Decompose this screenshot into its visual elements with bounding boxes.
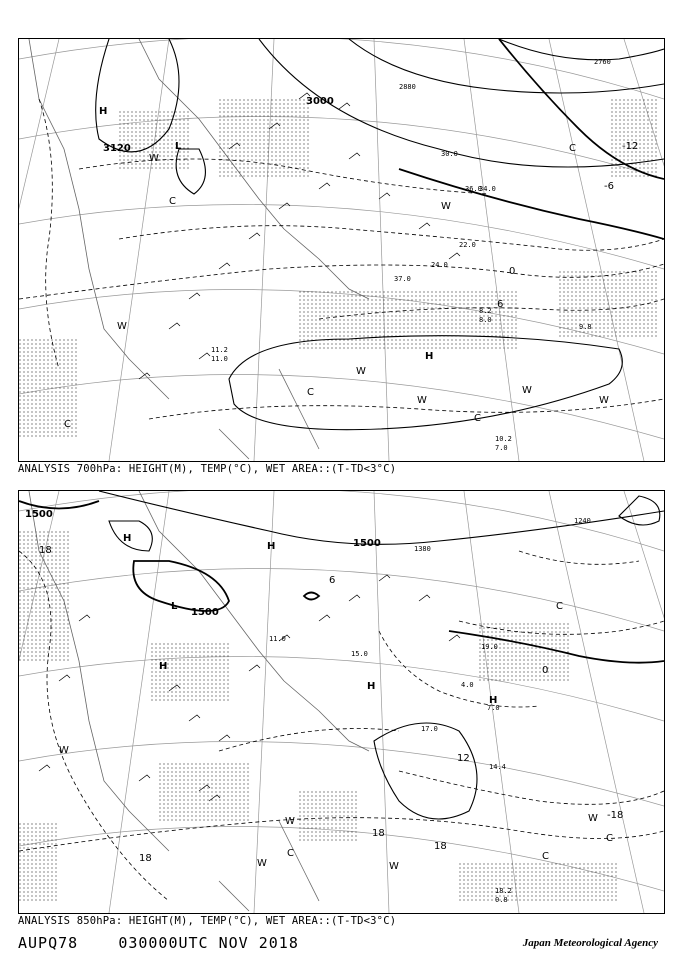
high-pressure-center: H [159,661,168,672]
station-value: 11.0 [211,355,228,363]
station-value: 9.8 [579,323,592,331]
chart-code: AUPQ78 [18,934,79,952]
height-label: 1500 [191,607,219,618]
station-value: 36.0 [465,185,482,193]
station-value: 0.8 [495,896,508,904]
height-label: 2880 [399,83,416,91]
high-pressure-center: H [425,351,434,362]
thermal-mark: C [64,419,71,430]
thermal-mark: C [542,851,549,862]
map-850hpa-svg [19,491,664,913]
wet-area-stipple [19,531,619,901]
agency-name: Japan Meteorological Agency [522,937,658,949]
station-value: 22.0 [459,241,476,249]
height-label: 3120 [103,143,131,154]
station-value: 15.0 [351,650,368,658]
high-pressure-center: H [123,533,132,544]
thermal-mark: W [257,858,267,869]
thermal-mark: C [474,413,481,424]
thermal-mark: W [149,153,159,164]
thermal-mark: C [287,848,294,859]
high-pressure-center: H [489,695,498,706]
map-panel-700hpa [18,38,665,462]
station-value: 30.0 [441,150,458,158]
thermal-mark: C [606,833,613,844]
station-value: 7.0 [495,444,508,452]
high-pressure-center: H [367,681,376,692]
height-label: 1380 [414,545,431,553]
temperature-label: 18 [434,841,447,852]
thermal-mark: W [59,745,69,756]
thermal-mark: W [389,861,399,872]
temperature-label: 18 [39,545,52,556]
station-value: 37.0 [394,275,411,283]
thermal-mark: W [417,395,427,406]
map-700hpa-svg [19,39,664,461]
graticule-parallels [19,39,664,439]
thermal-mark: C [556,601,563,612]
thermal-mark: W [522,385,532,396]
high-pressure-center: H [99,106,108,117]
height-label: 1500 [353,538,381,549]
temperature-label: 0 [509,266,516,277]
thermal-mark: W [356,366,366,377]
temperature-label: 6 [329,575,336,586]
station-value: 14.4 [489,763,506,771]
thermal-mark: W [285,816,295,827]
thermal-mark: W [117,321,127,332]
thermal-mark: C [169,196,176,207]
height-label: 3000 [306,96,334,107]
station-value: 11.2 [211,346,228,354]
height-label: 1240 [574,517,591,525]
thermal-mark: W [588,813,598,824]
temperature-label: 18 [139,853,152,864]
height-label: 1500 [25,509,53,520]
station-value: 17.0 [421,725,438,733]
temperature-label: 0 [542,665,549,676]
chart-code-and-datetime [18,934,299,952]
map-panel-850hpa [18,490,665,914]
temperature-label: -6 [604,181,614,192]
thermal-mark: C [569,143,576,154]
station-value: 11.0 [269,635,286,643]
caption-850hpa: ANALYSIS 850hPa: HEIGHT(M), TEMP(°C), WET AREA::(T-TD<3°C) [18,915,397,927]
thermal-mark: C [307,387,314,398]
caption-700hpa: ANALYSIS 700hPa: HEIGHT(M), TEMP(°C), WET AREA::(T-TD<3°C) [18,463,397,475]
temperature-label: 18 [372,828,385,839]
station-value: 7.0 [487,704,500,712]
station-value: 8.0 [479,316,492,324]
low-pressure-center: L [171,601,178,612]
temperature-contours [19,551,664,901]
height-label: 2760 [594,58,611,66]
station-value: 8.2 [479,307,492,315]
station-value: 24.0 [431,261,448,269]
station-value: 18.2 [495,887,512,895]
station-value: 4.0 [461,681,474,689]
height-contours [96,39,664,430]
thermal-mark: W [599,395,609,406]
wind-barbs [39,575,460,801]
graticule-meridians [19,491,664,913]
temperature-label: -12 [622,141,639,152]
low-pressure-center: L [175,141,182,152]
station-value: 34.0 [479,185,496,193]
high-pressure-center: H [267,541,276,552]
thermal-mark: W [441,201,451,212]
station-value: 19.0 [481,643,498,651]
temperature-label: -18 [607,810,624,821]
temperature-label: 6 [497,299,504,310]
temperature-label: 12 [457,753,470,764]
chart-datetime: 030000UTC NOV 2018 [118,934,299,952]
station-value: 10.2 [495,435,512,443]
